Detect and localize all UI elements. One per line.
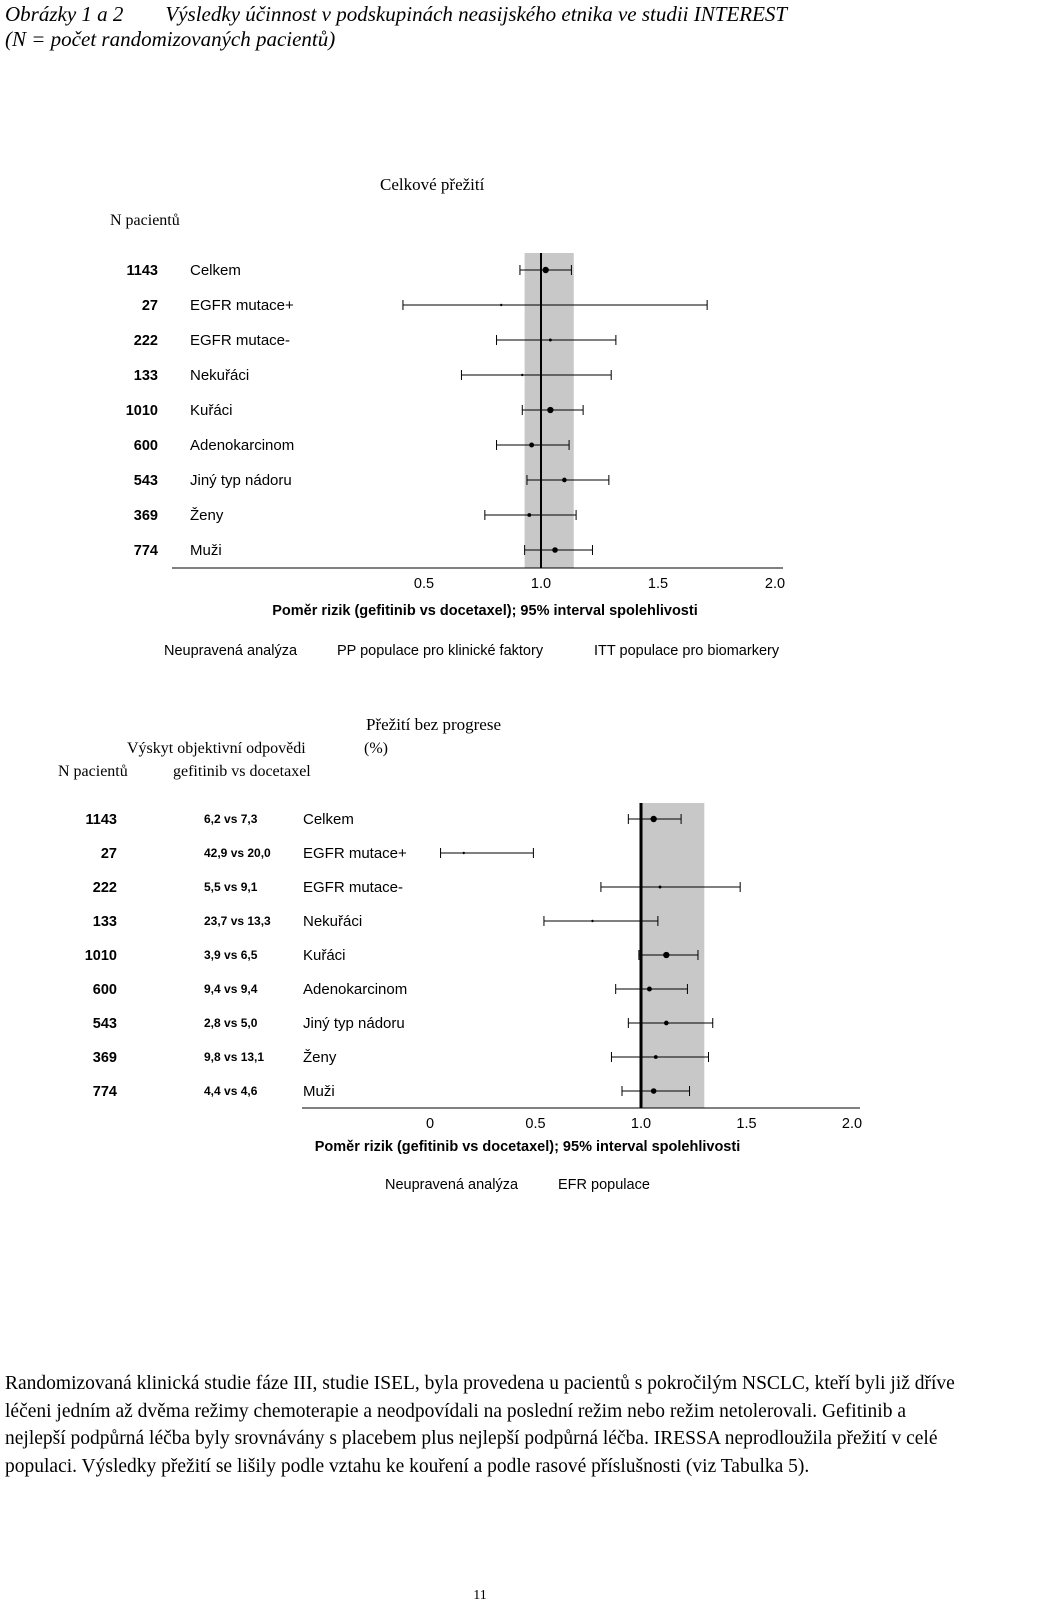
hazard-ratio-point: [647, 987, 652, 992]
chart2-legend-efr: EFR populace: [558, 1177, 650, 1193]
x-tick-label: 2.0: [841, 1116, 863, 1132]
row-n-patients: 1143: [126, 263, 158, 279]
page-number: 11: [473, 1588, 487, 1603]
row-subgroup-label: EGFR mutace+: [190, 297, 294, 314]
row-subgroup-label: Jiný typ nádoru: [190, 472, 292, 489]
x-tick-label: 0.5: [413, 576, 435, 592]
hazard-ratio-point: [549, 339, 552, 342]
row-subgroup-label: Ženy: [303, 1049, 337, 1066]
chart2-orr-header: Výskyt objektivní odpovědi: [127, 740, 306, 757]
chart2-legend-unadjusted: Neupravená analýza: [385, 1177, 519, 1193]
hazard-ratio-point: [547, 407, 553, 413]
row-n-patients: 222: [133, 333, 158, 349]
forest-plot-overall-survival: [0, 250, 960, 592]
chart1-title: Celkové přežití: [380, 175, 485, 194]
hazard-ratio-point: [463, 852, 465, 854]
row-n-patients: 1143: [85, 812, 117, 828]
row-n-patients: 133: [133, 368, 158, 384]
row-subgroup-label: Nekuřáci: [190, 367, 250, 384]
hazard-ratio-point: [552, 547, 558, 553]
hazard-ratio-point: [663, 952, 669, 958]
row-n-patients: 27: [141, 298, 158, 314]
row-response-rate: 3,9 vs 6,5: [204, 948, 258, 962]
chart2-xlabel: Poměr rizik (gefitinib vs docetaxel); 95% interval spolehlivosti: [314, 1139, 741, 1155]
row-n-patients: 27: [100, 846, 117, 862]
row-subgroup-label: Adenokarcinom: [303, 981, 408, 998]
row-n-patients: 543: [92, 1016, 117, 1032]
row-subgroup-label: Kuřáci: [303, 947, 346, 964]
hazard-ratio-point: [659, 886, 662, 889]
row-subgroup-label: Muži: [190, 542, 222, 559]
chart2-orr-unit: (%): [364, 740, 388, 757]
hazard-ratio-point: [542, 267, 548, 273]
row-n-patients: 222: [92, 880, 117, 896]
forest-plot-progression-free-survival: [0, 800, 960, 1130]
chart2-title: Přežití bez progrese: [366, 715, 501, 734]
row-subgroup-label: Ženy: [190, 507, 224, 524]
row-subgroup-label: Celkem: [190, 262, 241, 279]
row-n-patients: 774: [133, 543, 158, 559]
row-subgroup-label: EGFR mutace-: [190, 332, 291, 349]
chart1-legend-unadjusted: Neupravená analýza: [164, 643, 298, 659]
row-subgroup-label: Adenokarcinom: [190, 437, 295, 454]
row-response-rate: 2,8 vs 5,0: [204, 1016, 258, 1030]
hazard-ratio-point: [562, 478, 567, 483]
row-n-patients: 1010: [84, 948, 117, 964]
x-tick-label: 1.5: [736, 1116, 757, 1132]
row-subgroup-label: Nekuřáci: [303, 913, 363, 930]
hazard-ratio-point: [529, 443, 534, 448]
row-subgroup-label: Kuřáci: [190, 402, 233, 419]
row-response-rate: 9,8 vs 13,1: [204, 1050, 265, 1064]
row-subgroup-label: Muži: [303, 1083, 335, 1100]
hazard-ratio-point: [664, 1021, 669, 1026]
row-subgroup-label: Celkem: [303, 811, 354, 828]
row-n-patients: 1010: [125, 403, 158, 419]
hazard-ratio-point: [527, 513, 531, 517]
x-tick-label: 1.5: [647, 576, 669, 592]
row-subgroup-label: Jiný typ nádoru: [303, 1015, 405, 1032]
hazard-ratio-point: [521, 374, 523, 376]
row-response-rate: 23,7 vs 13,3: [204, 914, 271, 928]
row-n-patients: 133: [92, 914, 117, 930]
row-n-patients: 369: [133, 508, 158, 524]
x-tick-label: 0.5: [525, 1116, 546, 1132]
row-response-rate: 42,9 vs 20,0: [204, 846, 271, 860]
row-subgroup-label: EGFR mutace+: [303, 845, 407, 862]
hazard-ratio-point: [651, 1088, 657, 1094]
chart2-orr-sub: gefitinib vs docetaxel: [173, 763, 311, 780]
row-response-rate: 9,4 vs 9,4: [204, 982, 258, 996]
chart1-n-header: N pacientů: [110, 212, 180, 229]
body-paragraph: Randomizovaná klinická studie fáze III, studie ISEL, byla provedena u pacientů s pokročilým NSCLC, kteří byli již dříve léčeni jedním až dvěma režimy chemoterapie a neodpovídali na poslední režim nebo režim netolerovali. Gefitinib a nejlepší podpůrná léčba byly srovnávány s placebem plus nejlepší podpůrná léčba. IRESSA neprodloužila přežití v celé populaci. Výsledky přežití se lišily podle vztahu ke kouření a podle rasové příslušnosti (viz Tabulka 5).: [5, 1373, 955, 1477]
row-subgroup-label: EGFR mutace-: [303, 879, 404, 896]
row-n-patients: 369: [92, 1050, 117, 1066]
row-n-patients: 543: [133, 473, 158, 489]
chart1-legend-pp: PP populace pro klinické faktory: [337, 643, 544, 659]
x-tick-label: 2.0: [764, 576, 786, 592]
caption-title: Výsledky účinnost v podskupinách neasijského etnika ve studii INTEREST: [165, 2, 788, 26]
figure-caption: [5, 2, 787, 52]
row-n-patients: 600: [133, 438, 158, 454]
hazard-ratio-point: [500, 304, 502, 306]
caption-subtitle: (N = počet randomizovaných pacientů): [5, 27, 336, 51]
hazard-ratio-point: [591, 920, 593, 922]
row-n-patients: 600: [92, 982, 117, 998]
row-n-patients: 774: [92, 1084, 117, 1100]
row-response-rate: 4,4 vs 4,6: [204, 1084, 258, 1098]
row-response-rate: 6,2 vs 7,3: [204, 812, 258, 826]
hazard-ratio-point: [650, 816, 656, 822]
chart1-xlabel: Poměr rizik (gefitinib vs docetaxel); 95% interval spolehlivosti: [272, 603, 698, 619]
chart2-n-header: N pacientů: [58, 763, 128, 780]
caption-figures: Obrázky 1 a 2: [5, 2, 124, 26]
row-response-rate: 5,5 vs 9,1: [204, 880, 258, 894]
x-tick-label: 0: [425, 1116, 435, 1132]
x-tick-label: 1.0: [530, 576, 552, 592]
x-tick-label: 1.0: [630, 1116, 652, 1132]
chart1-legend-itt: ITT populace pro biomarkery: [594, 643, 780, 659]
hazard-ratio-point: [654, 1055, 658, 1059]
